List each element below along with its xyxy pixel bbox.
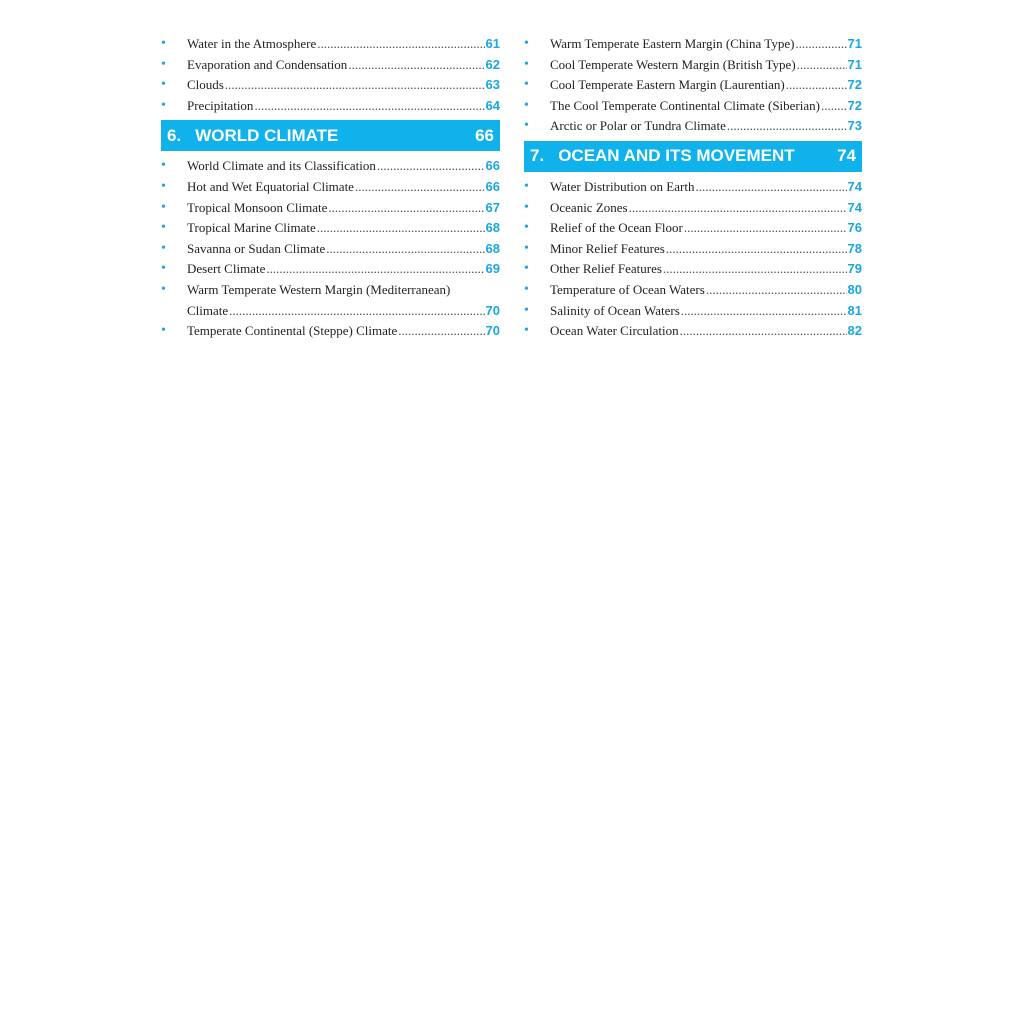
toc-entry-title: Tropical Marine Climate — [187, 220, 316, 236]
toc-entry-page: 79 — [847, 261, 862, 277]
left-column — [161, 34, 500, 342]
section-page: 66 — [475, 125, 494, 145]
toc-entry[interactable] — [524, 116, 862, 137]
leader-dots — [695, 177, 846, 198]
leader-dots — [663, 259, 847, 280]
toc-entry[interactable] — [161, 198, 500, 219]
leader-dots — [326, 239, 484, 260]
toc-entry[interactable] — [161, 259, 500, 280]
toc-entry[interactable] — [161, 75, 500, 96]
toc-entry-page: 68 — [485, 240, 500, 256]
toc-entry-title: Relief of the Ocean Floor — [550, 220, 683, 236]
toc-entry-title: Water in the Atmosphere — [187, 36, 317, 51]
toc-entry[interactable] — [524, 198, 862, 219]
leader-dots — [266, 259, 484, 280]
bullet-dot-icon: • — [161, 220, 166, 236]
toc-entry[interactable] — [524, 75, 862, 96]
toc-entry-title: Ocean Water Circulation — [550, 323, 679, 339]
toc-entry-page: 80 — [847, 281, 862, 297]
bullet-dot-icon: • — [524, 178, 529, 194]
toc-entry-title-line1: Warm Temperate Western Margin (Mediterranean) — [187, 281, 451, 297]
toc-entry[interactable] — [161, 34, 500, 55]
toc-entry-title: Warm Temperate Eastern Margin (China Type) — [550, 36, 795, 51]
leader-dots — [355, 177, 485, 198]
leader-dots — [348, 55, 484, 76]
toc-entry[interactable] — [161, 239, 500, 260]
bullet-dot-icon: • — [161, 178, 166, 194]
leader-dots — [684, 218, 847, 239]
toc-entry-title: Desert Climate — [187, 261, 266, 277]
toc-entry-title: The Cool Temperate Continental Climate (Siberian) — [550, 97, 820, 113]
toc-entry-page: 61 — [485, 36, 500, 51]
bullet-dot-icon: • — [524, 281, 529, 297]
leader-dots — [797, 55, 847, 76]
leader-dots — [821, 96, 847, 117]
toc-entry[interactable] — [524, 321, 862, 342]
bullet-dot-icon: • — [161, 36, 166, 51]
toc-entry-page: 66 — [485, 178, 500, 194]
toc-entry[interactable] — [524, 280, 862, 301]
leader-dots — [317, 34, 484, 55]
toc-entry-title: Climate — [187, 302, 229, 318]
toc-entry-title: Hot and Wet Equatorial Climate — [187, 178, 354, 194]
bullet-dot-icon: • — [524, 220, 529, 236]
toc-entry-page: 72 — [847, 77, 862, 93]
toc-entry-page: 74 — [847, 178, 862, 194]
toc-entry[interactable] — [161, 218, 500, 239]
toc-entry-page: 69 — [485, 261, 500, 277]
toc-entry[interactable] — [524, 259, 862, 280]
toc-entry-page: 71 — [847, 56, 862, 72]
leader-dots — [680, 321, 847, 342]
section-page: 74 — [837, 146, 856, 166]
toc-entry-title: Temperature of Ocean Waters — [550, 281, 705, 297]
leader-dots — [317, 218, 485, 239]
toc-entry-page: 68 — [485, 220, 500, 236]
toc-entry-page: 76 — [847, 220, 862, 236]
toc-entry-title: Oceanic Zones — [550, 199, 628, 215]
toc-entry-title: Arctic or Polar or Tundra Climate — [550, 118, 726, 134]
right-column — [524, 34, 862, 342]
toc-entry-page: 62 — [485, 56, 500, 72]
bullet-dot-icon: • — [161, 199, 166, 215]
section-header-world-climate[interactable] — [161, 120, 500, 151]
toc-entry-title: Minor Relief Features — [550, 240, 665, 256]
bullet-dot-icon: • — [161, 77, 166, 93]
toc-entry-page: 73 — [847, 118, 862, 134]
toc-entry-page: 81 — [847, 302, 862, 318]
bullet-dot-icon: • — [524, 56, 529, 72]
toc-entry[interactable] — [524, 177, 862, 198]
section-number: 6. — [167, 125, 182, 145]
bullet-dot-icon: • — [524, 118, 529, 134]
bullet-dot-icon: • — [524, 199, 529, 215]
leader-dots — [681, 301, 847, 322]
toc-entry-page: 70 — [485, 323, 500, 339]
toc-entry-title: Other Relief Features — [550, 261, 662, 277]
toc-entry[interactable] — [524, 301, 862, 322]
bullet-dot-icon: • — [161, 261, 166, 277]
toc-entry[interactable] — [524, 34, 862, 55]
right-section-list — [524, 177, 862, 342]
toc-entry[interactable] — [524, 239, 862, 260]
toc-entry[interactable] — [524, 96, 862, 117]
bullet-dot-icon: • — [524, 97, 529, 113]
bullet-dot-icon: • — [524, 240, 529, 256]
bullet-dot-icon: • — [161, 281, 166, 297]
toc-entry[interactable] — [161, 96, 500, 117]
toc-entry-title: Savanna or Sudan Climate — [187, 240, 326, 256]
leader-dots — [398, 321, 484, 342]
toc-entry-title: Precipitation — [187, 97, 254, 113]
right-top-list — [524, 34, 862, 137]
leader-dots — [328, 198, 484, 219]
toc-entry-page: 63 — [485, 77, 500, 93]
left-top-list — [161, 34, 500, 116]
toc-entry[interactable] — [161, 280, 500, 321]
bullet-dot-icon: • — [161, 323, 166, 339]
toc-entry-title: Cool Temperate Western Margin (British Type) — [550, 56, 796, 72]
section-number: 7. — [530, 146, 545, 166]
toc-entry-title: World Climate and its Classification — [187, 158, 376, 174]
leader-dots — [254, 96, 484, 117]
leader-dots — [377, 156, 485, 177]
section-title: OCEAN AND ITS MOVEMENT — [558, 146, 795, 166]
bullet-dot-icon: • — [524, 323, 529, 339]
toc-entry[interactable] — [161, 321, 500, 342]
section-header-ocean-movement[interactable] — [524, 141, 862, 172]
toc-entry-title: Water Distribution on Earth — [550, 178, 695, 194]
bullet-dot-icon: • — [524, 261, 529, 277]
toc-entry[interactable] — [161, 55, 500, 76]
toc-entry-page: 70 — [485, 302, 500, 318]
leader-dots — [225, 75, 485, 96]
toc-entry-page: 82 — [847, 323, 862, 339]
bullet-dot-icon: • — [524, 36, 529, 51]
leader-dots — [795, 34, 846, 55]
toc-entry-page: 66 — [485, 158, 500, 174]
left-section-list — [161, 156, 500, 341]
toc-entry-page: 72 — [847, 97, 862, 113]
leader-dots — [786, 75, 847, 96]
toc-entry-title: Salinity of Ocean Waters — [550, 302, 680, 318]
section-title: WORLD CLIMATE — [195, 125, 339, 145]
bullet-dot-icon: • — [161, 158, 166, 174]
toc-entry-title: Temperate Continental (Steppe) Climate — [187, 323, 398, 339]
toc-entry-title: Tropical Monsoon Climate — [187, 199, 328, 215]
toc-entry[interactable] — [524, 55, 862, 76]
toc-entry-page: 67 — [485, 199, 500, 215]
toc-entry[interactable] — [161, 156, 500, 177]
toc-entry-title: Cool Temperate Eastern Margin (Laurentian) — [550, 77, 785, 93]
leader-dots — [629, 198, 847, 219]
leader-dots — [727, 116, 847, 137]
leader-dots — [229, 301, 484, 322]
leader-dots — [706, 280, 847, 301]
toc-entry[interactable] — [524, 218, 862, 239]
bullet-dot-icon: • — [524, 302, 529, 318]
toc-entry[interactable] — [161, 177, 500, 198]
toc-entry-title: Clouds — [187, 77, 224, 93]
toc-entry-page: 74 — [847, 199, 862, 215]
bullet-dot-icon: • — [524, 77, 529, 93]
toc-entry-page: 64 — [485, 97, 500, 113]
toc-entry-page: 78 — [847, 240, 862, 256]
leader-dots — [666, 239, 847, 260]
toc-entry-title: Evaporation and Condensation — [187, 56, 348, 72]
bullet-dot-icon: • — [161, 240, 166, 256]
bullet-dot-icon: • — [161, 56, 166, 72]
toc-entry-page: 71 — [847, 36, 862, 51]
bullet-dot-icon: • — [161, 97, 166, 113]
